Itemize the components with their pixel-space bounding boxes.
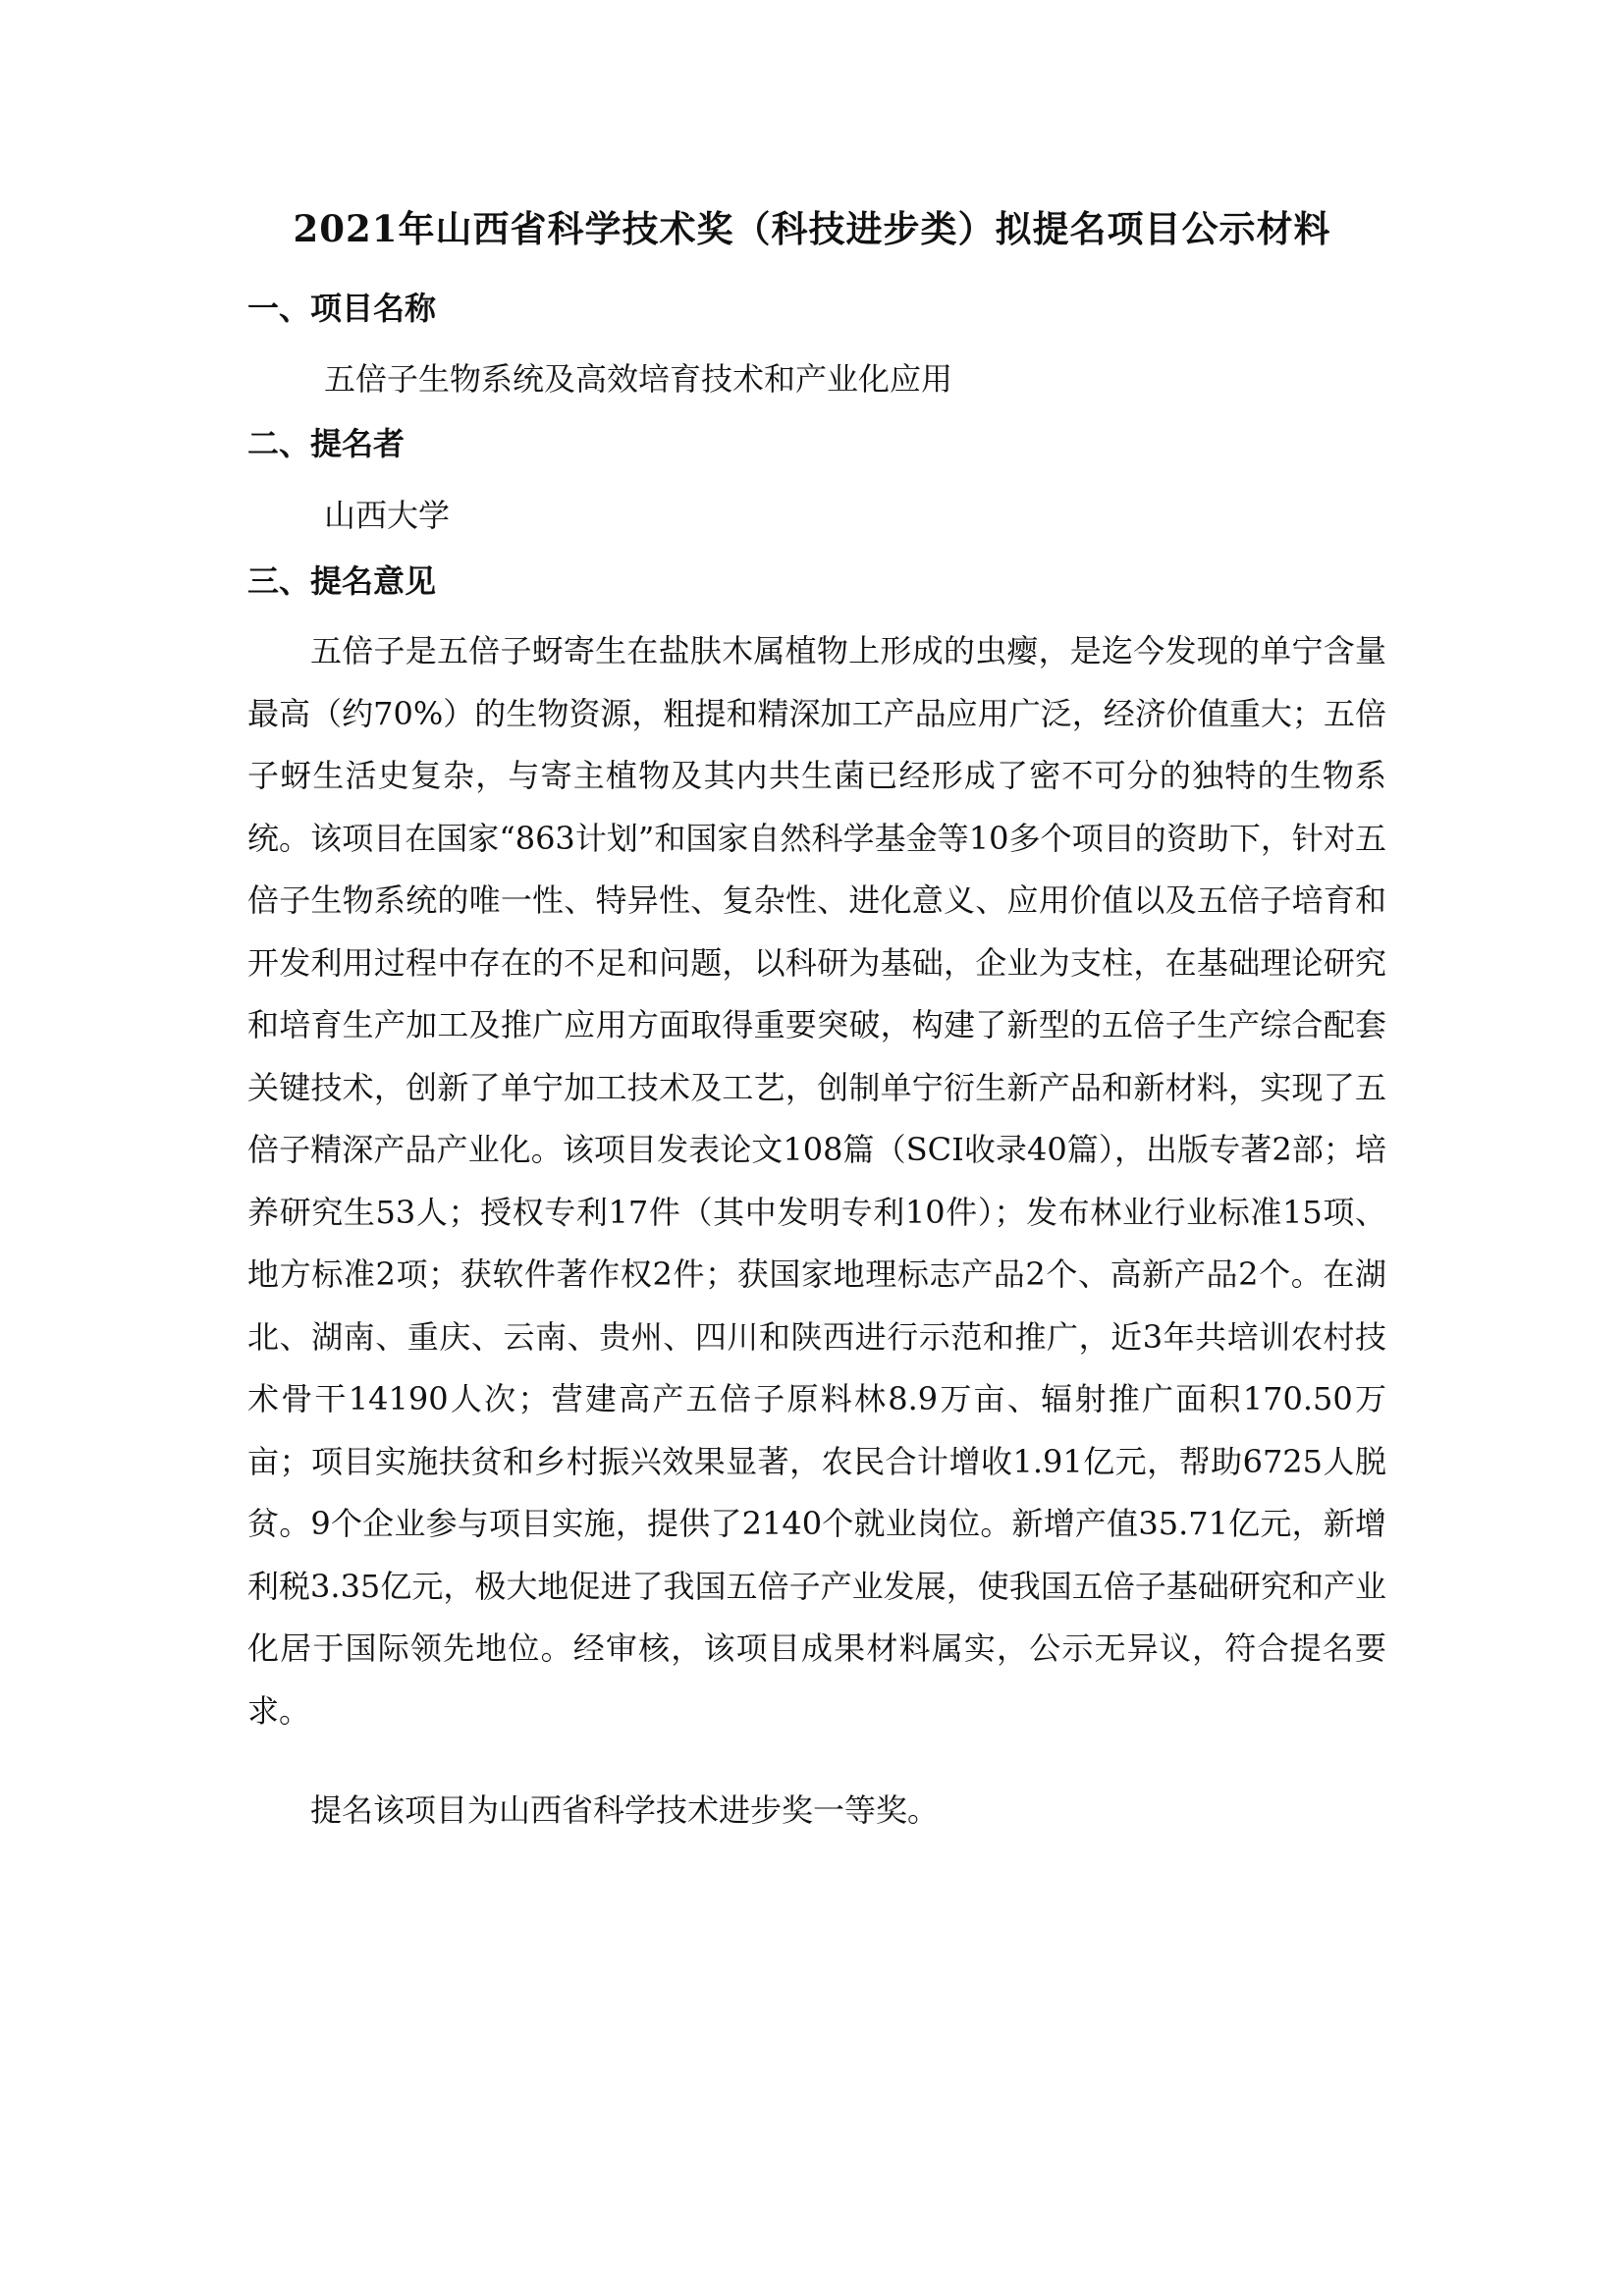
nominator-value: 山西大学: [324, 497, 451, 534]
section-heading-nominator: 二、提名者: [247, 425, 406, 462]
nomination-opinion-paragraph: 五倍子是五倍子蚜寄生在盐肤木属植物上形成的虫瘿，是迄今发现的单宁含量最高（约70%）的生物资源，粗提和精深加工产品应用广泛，经济价值重大；五倍子蚜生活史复杂，与寄主植物及其内共生菌已经形成了密不可分的独特的生物系统。该项目在国家“863计划”和国家自然科学基金等10多个项目的资助下，针对五倍子生物系统的唯一性、特异性、复杂性、进化意义、应用价值以及五倍子培育和开发利用过程中存在的不足和问题，以科研为基础，企业为支柱，在基础理论研究和培育生产加工及推广应用方面取得重要突破，构建了新型的五倍子生产综合配套关键技术，创新了单宁加工技术及工艺，创制单宁衍生新产品和新材料，实现了五倍子精深产品产业化。该项目发表论文108篇（SCI收录40篇），出版专著2部；培养研究生53人；授权专利17件（其中发明专利10件）；发布林业行业标准15项、地方标准2项；获软件著作权2件；获国家地理标志产品2个、高新产品2个。在湖北、湖南、重庆、云南、贵州、四川和陕西进行示范和推广，近3年共培训农村技术骨干14190人次；营建高产五倍子原料林8.9万亩、辐射推广面积170.50万亩；项目实施扶贫和乡村振兴效果显著，农民合计增收1.91亿元，帮助6725人脱贫。9个企业参与项目实施，提供了2140个就业岗位。新增产值35.71亿元，新增利税3.35亿元，极大地促进了我国五倍子产业发展，使我国五倍子基础研究和产业化居于国际领先地位。经审核，该项目成果材料属实，公示无异议，符合提名要求。: [247, 632, 1386, 1730]
section-heading-nomination-opinion: 三、提名意见: [247, 562, 437, 600]
project-name-value: 五倍子生物系统及高效培育技术和产业化应用: [324, 360, 953, 398]
nomination-closing-statement: 提名该项目为山西省科学技术进步奖一等奖。: [310, 1791, 940, 1829]
section-heading-project-name: 一、项目名称: [247, 290, 437, 327]
document-title: 2021年山西省科学技术奖（科技进步类）拟提名项目公示材料: [293, 207, 1331, 250]
